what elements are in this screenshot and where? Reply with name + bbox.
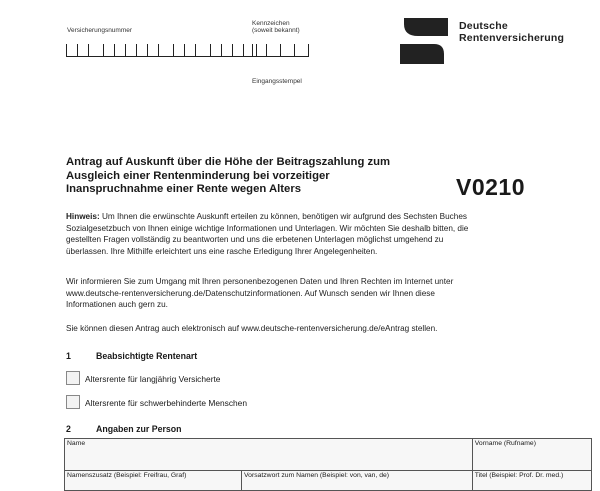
- form-title-line3: Inanspruchnahme einer Rente wegen Alters: [66, 183, 301, 195]
- name-field-label: Name: [67, 440, 86, 447]
- checkbox-long-insured[interactable]: [66, 371, 80, 385]
- insurance-number-label: Versicherungsnummer: [67, 27, 133, 34]
- checkbox-severely-disabled[interactable]: [66, 395, 80, 409]
- form-title-line1: Antrag auf Auskunft über die Höhe der Beitragszahlung zum: [66, 156, 391, 168]
- notice-paragraph: [66, 211, 571, 257]
- section1-number: 1: [66, 351, 71, 361]
- title-field[interactable]: [472, 471, 591, 491]
- identifier-label-line2: (soweit bekannt): [252, 27, 300, 34]
- privacy-line3: Informationen auch gern zu.: [66, 300, 168, 309]
- section1-title: Beabsichtigte Rentenart: [96, 351, 198, 361]
- first-name-field-label: Vorname (Rufname): [474, 440, 536, 447]
- online-application-text: Sie können diesen Antrag auch elektronisch auf www.deutsche-rentenversicherung.de/eAntrag stellen.: [66, 324, 438, 333]
- section1-heading: [66, 351, 197, 361]
- checkbox-long-insured-label: Altersrente für langjährig Versicherte: [85, 374, 221, 384]
- name-prefix-field[interactable]: [242, 471, 473, 491]
- drv-logo-icon: [398, 16, 450, 66]
- identifier-label: [252, 20, 300, 34]
- stamp-label: Eingangsstempel: [252, 78, 302, 85]
- name-field[interactable]: [65, 439, 473, 471]
- section2-title: Angaben zur Person: [96, 424, 182, 434]
- name-prefix-label: Vorsatzwort zum Namen (Beispiel: von, van, de): [244, 472, 390, 479]
- insurance-number-field[interactable]: [66, 44, 257, 57]
- notice-label: Hinweis:: [66, 212, 100, 221]
- notice-line4: überlassen. Ihre Mithilfe erleichtert uns eine rasche Erledigung Ihrer Angelegenheiten.: [66, 246, 378, 256]
- section2-number: 2: [66, 424, 71, 434]
- form-title: [66, 156, 426, 197]
- checkbox-severely-disabled-label: Altersrente für schwerbehinderte Menschen: [85, 398, 247, 408]
- logo-text: [459, 20, 564, 44]
- notice-line1: Um Ihnen die erwünschte Auskunft erteilen zu können, benötigen wir aufgrund des Sechsten Buches: [99, 212, 467, 221]
- privacy-paragraph: [66, 276, 571, 311]
- name-suffix-field[interactable]: [65, 471, 242, 491]
- privacy-line1: Wir informieren Sie zum Umgang mit Ihren personenbezogenen Daten und Ihren Rechten im Internet unter: [66, 277, 454, 286]
- privacy-line2: www.deutsche-rentenversicherung.de/Datenschutzinformationen. Auf Wunsch senden wir Ihnen diese: [66, 288, 435, 298]
- section2-heading: [66, 424, 182, 434]
- notice-line3: gestellten Fragen vollständig zu beantworten und uns die erbetenen Unterlagen möglichst umgehend zu: [66, 235, 444, 244]
- form-number: V0210: [456, 174, 526, 200]
- name-suffix-label: Namenszusatz (Beispiel: Freifrau, Graf): [67, 472, 187, 479]
- form-title-line2: Ausgleich einer Rentenminderung bei vorzeitiger: [66, 169, 330, 182]
- title-field-label: Titel (Beispiel: Prof. Dr. med.): [474, 472, 564, 479]
- identifier-field[interactable]: [252, 44, 309, 57]
- identifier-label-line1: Kennzeichen: [252, 20, 290, 27]
- logo-line1: Deutsche: [459, 20, 508, 32]
- logo-line2: Rentenversicherung: [459, 32, 565, 44]
- notice-line2: Sozialgesetzbuch von Ihnen einige wichtige Informationen und Unterlagen. Wir möchten Sie deshalb bitten, die: [66, 223, 469, 233]
- first-name-field[interactable]: [472, 439, 591, 471]
- person-details-table: [64, 438, 592, 491]
